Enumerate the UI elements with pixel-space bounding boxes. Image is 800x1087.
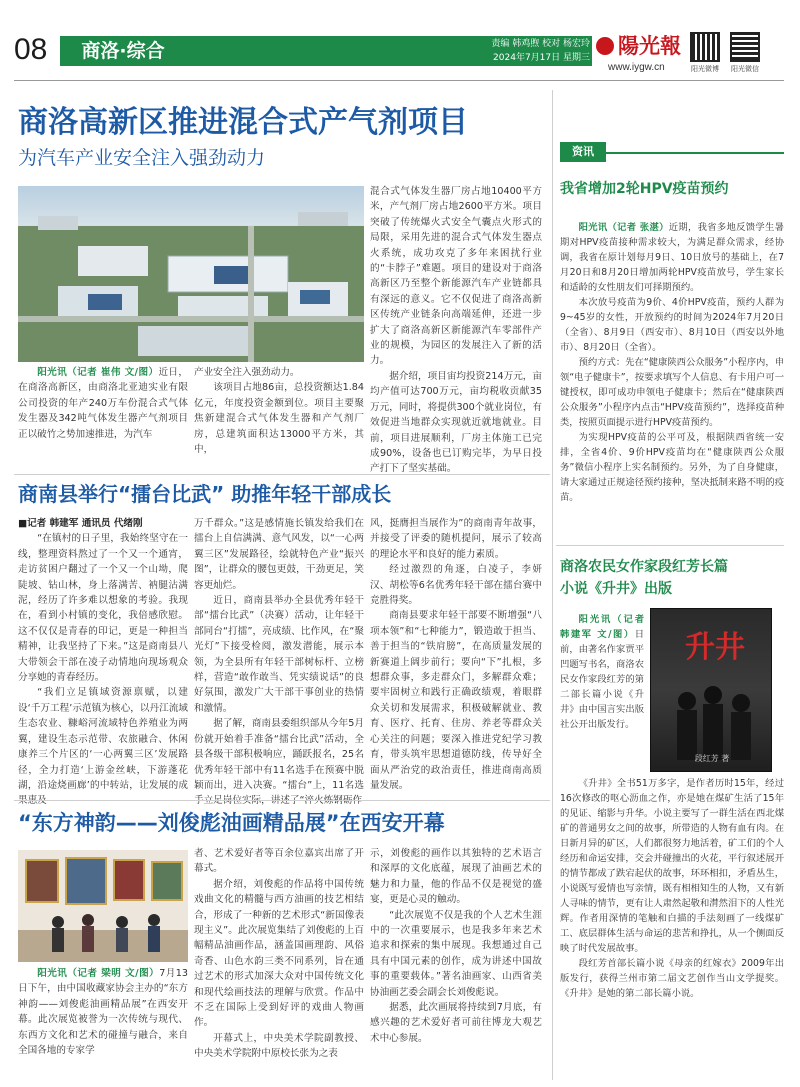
article1-subtitle: 为汽车产业安全注入强劲动力 <box>18 147 266 169</box>
news2-paragraph: 日前，由著名作家贾平凹题写书名，商洛农民女作家段红芳的第二部长篇小说《升井》由中国言实出版社公开出版发行。 <box>560 629 644 730</box>
article3-byline: 阳光讯（记者 梁明 文/图） <box>37 968 160 979</box>
section-title: 商洛·综合 <box>60 36 186 66</box>
article3-paragraph: 据悉，此次画展将持续到7月底，有感兴趣的艺术爱好者可前往博龙大观艺术中心参展。 <box>370 1002 542 1044</box>
article1-paragraph: 该项目占地86亩，总投资额达1.84亿元，年度投资金额到位。项目主要聚焦新建混合式气体发生器和产气剂厂房，总建筑面积达13000平方米，其中， <box>194 382 364 456</box>
article1-paragraph: 据介绍，项目宙均投资214万元，亩均产值可达700万元，亩均税收贡献35万元，同时，将提供300个就业岗位，有效促进当地群众实现就近就地就业。目前，项目进展顺利，厂房主体施工已完成90%，设备也已订购完毕，为早日投产打下了坚实基础。 <box>370 370 542 475</box>
qr-code-weibo <box>690 32 720 62</box>
article2-col2 <box>194 516 364 809</box>
article2-byline: ■记者 韩建军 通讯员 代绪刚 <box>18 518 143 529</box>
issue-date: 2024年7月17日 星期三 <box>493 53 590 63</box>
editor-line: 责编 韩鸡煦 校对 杨宏玲 <box>491 39 590 49</box>
article3-paragraph: 据介绍，刘俊彪的作品将中国传统戏曲文化的精髓与西方油画的技艺相结合，形成了一种新的艺术形式“新国像表现主义”。此次展览集结了刘俊彪的上百幅精品油画作品，涵盖国画理韵、风俗奇香、山色水韵三类不同系列，旨在通过艺术的形式加深大众对中国传统文化和现代绘画技法的理解与欣赏。作品中不乏在国际上受到好评的戏曲人物画作。 <box>194 878 364 1029</box>
sidebar-label: 资讯 <box>560 142 606 162</box>
sidebar-divider <box>552 90 553 1080</box>
book-cover-shengjing <box>650 608 772 772</box>
divider <box>14 474 550 475</box>
article3-paragraph: 示，刘俊彪的画作以其独特的艺术语言和深厚的文化底蕴，展现了油画艺术的魅力和力量，他的作品不仅是视觉的盛宴，更是心灵的触动。 <box>370 848 542 906</box>
article2-paragraph: 经过激烈的角逐，白凌子，李妍汉、胡松等6名优秀年轻干部在擂台赛中竞胜得奖。 <box>370 564 542 607</box>
article1-col1 <box>18 365 188 442</box>
article1-col3 <box>370 184 542 477</box>
article2-title: 商南县举行“擂台比武” 助推年轻干部成长 <box>18 482 392 506</box>
article1-paragraph: 近日，在商洛高新区，由商洛北亚迪实业有限公司投资的年产240万车份混合式气体发生器及342吨气体发生器产气剂项目正以破竹之势加速推进，为汽车 <box>18 367 189 440</box>
book-author: 段红芳 著 <box>694 754 730 763</box>
divider <box>556 545 784 546</box>
news1-paragraph: 近期，我省多地反馈学生暑期对HPV疫苗接种需求较大，为满足群众需求，经协调，我省在原计划每月9日、10日放号的基础上，在7月20日和8月20日增加两轮HPV疫苗放号，学生家长和适龄的女性朋友们可择期预约。 <box>560 222 784 293</box>
article3-paragraph: 7月13日下午，由中国收藏家协会主办的“东方神韵——刘俊彪油画精品展”在西安开幕。此次展览被誉为一次传统与现代、东西方文化和艺术的碰撞与融合，来自全国各地的专家学 <box>18 968 189 1057</box>
article3-col1 <box>18 966 188 1058</box>
paper-logo <box>596 33 688 59</box>
article1-photo-industrial-park <box>18 186 364 362</box>
article1-byline: 阳光讯（记者 崔伟 文/图） <box>37 367 159 378</box>
qr-label-wechat: 阳光微信 <box>731 65 759 73</box>
article3-paragraph: 者、艺术爱好者等百余位嘉宾出席了开幕式。 <box>194 848 364 875</box>
news2-byline: 阳光讯（记者 韩建军 文/图） <box>560 614 644 640</box>
article2-col3 <box>370 516 542 793</box>
article3-col3 <box>370 846 542 1046</box>
news2-paragraph: 《升井》全书51万多字，是作者历时15年，经过16次修改的呕心沥血之作，亦是她在煤矿生活了15年的见证、缩影与升华。小说主要写了一群生活在西北煤矿的普通男女之间的故事，所带造的人物有血有肉。在日新月异的矿区，人们都很努力地活着，矿工们的个人经历和命运安排，交会并碰撞出的火花，平行叙述展开的情节都成了跌宕起伏的故事，环环相扣，矛盾丛生，小说既写爱情也写亲情，既有相相知生的人物，又有新人寻味的情节，更有让人肃然起敬和潸然泪下的人性光辉。作者用深情的笔触和白描的手法刻画了一线煤矿工、底层群体生活与命运的悲苦和挣扎，从一个侧面反映了时代发展故事。 <box>560 778 784 954</box>
qr-label-weibo: 阳光微博 <box>691 65 719 73</box>
article3-col2 <box>194 846 364 1062</box>
article2-paragraph: 万千群众。”这是感情施长镇发给我们在擂台上自信满满、意气风发，以“一心两翼三区”发展路径，绘就特色产业“振兴图”，让群众的腰包更鼓，干劲更足，笑容更灿烂。 <box>194 518 364 591</box>
news2-paragraph: 段红芳首部长篇小说《母亲的红嫁衣》2009年出版发行，获得兰州市第二届文艺创作当山文学提奖。《升井》是她的第二部长篇小说。 <box>560 958 784 999</box>
article2-paragraph: “我们立足镇域资源禀赋，以建设‘千万工程’示范镇为核心，以丹江流域生态农业、糠峪河流域特色养殖业为两翼，建设生态示范带、农旅融合、休闲康养三个片区的‘一心两翼三区’发展路径，全力打造‘上游金丝峡，下游蓬花湖，沿途烧画廊’的中转站，让发展的成 <box>18 687 188 791</box>
news1-paragraph: 预约方式：先在“健康陕西公众服务”小程序内，申领“电子健康卡”，按要求填写个人信息、有卡用户可一键授权，即可成功申领电子健康卡；然后在“健康陕西公众服务”小程序内点击“HPV疫苗预约”，选择疫苗种类，按照页面提示进行HPV疫苗预约。 <box>560 357 784 428</box>
news1-title: 我省增加2轮HPV疫苗预约 <box>560 181 729 197</box>
news2-body <box>560 776 784 1001</box>
news2-title: 商洛农民女作家段红芳长篇小说《升井》出版 <box>560 559 728 597</box>
article1-paragraph: 混合式气体发生器厂房占地10400平方米，产气剂厂房占地2600平方米。项目突破了传统爆火式安全气囊点火形式的局限，采用先进的混合式气体发生器点火系统，成功攻克了多年来困扰行业的“卡脖子”难题。项目的建设对于商洛高新区乃至整个新能源汽车产业链都具有深远的意义。它不仅促进了商洛高新区传统产业链条向高端延伸，还进一步扩大了商洛高新区新能源汽车零部件产业的规模，为园区的发展注入了新的活力。 <box>370 186 542 367</box>
paper-url[interactable]: www.iygw.cn <box>608 62 665 73</box>
qr-code-wechat <box>730 32 760 62</box>
news1-paragraph: 为实现HPV疫苗的公平可及，根据陕西省统一安排，全省4价、9价HPV疫苗均在“健康陕西公众服务”微信小程序上实名制预约。另外，为了自身健康，请大家通过正规途径预约接种，坚决抵制来路不明的疫苗。 <box>560 432 784 503</box>
news1-byline: 阳光讯（记者 张湛） <box>578 222 669 233</box>
article1-col2 <box>194 365 364 457</box>
divider <box>14 800 550 801</box>
article3-title: “东方神韵——刘俊彪油画精品展”在西安开幕 <box>18 811 445 835</box>
sidebar-label-rule <box>606 152 784 154</box>
article3-paragraph: 开幕式上，中央美术学院副教授、中央美术学院附中原校长张为之表 <box>194 1032 364 1060</box>
article2-paragraph: 近日，商南县举办全县优秀年轻干部“擂台比武”（决赛）活动，让年轻干部同台“打擂”，亮成绩、比作风，在“聚光灯”下接受检阅，激发潜能，展示本领，为全县所有年轻干部树标杆、立榜样，营造“敢作敢当、凭实绩说话”的良好氛围，激发广大干部干事创业的热情和激情。 <box>194 595 364 714</box>
news1-paragraph: 本次放号疫苗为9价、4价HPV疫苗，预约人群为9~45岁的女性，开放预约的时间为2024年7月20日（全省）、8月9日（西安市）、8月10日（西安以外地市）、8月20日（全省）。 <box>560 297 784 353</box>
header-rule <box>14 80 784 81</box>
article2-col1 <box>18 516 188 809</box>
article2-paragraph: 商南县要求年轻干部要不断增强“八项本领”和“七种能力”，锻造敢于担当、善于担当的“铁肩膀”，在高质量发展的新赛道上阔步前行；要向“下”扎根，多想群众事，多走群众门，多解群众难；要牢固树立和践行正确政绩观，着眼群众关切和发展需求，积极破解就业、教育、医疗、托育、住房、养老等群众关心关注的问题；要深入推进党纪学习教育，带头筑牢思想道德防线，传导好全面从严治党的政治责任，推进商南高质量发展。 <box>370 610 542 791</box>
article3-paragraph: “此次展览不仅是我的个人艺术生涯中的一次重要展示，也是我多年来艺术追求和探索的集中展现。我想通过自己具有中国元素的创作，成为讲述中国故事的重要载体。”著名油画家、山西省美协油画艺委会副会长刘俊彪说。 <box>370 909 542 998</box>
article1-title: 商洛高新区推进混合式产气剂项目 <box>18 105 468 140</box>
book-title: 升井 <box>685 630 745 665</box>
article2-paragraph: “在镇村的日子里，我始终坚守在一线，整理资料熬过了一个又一个通宵，走访贫困户翻过了一个又一个山坳，爬陡坡、钻山林，身上落满苦、衲腿沾满泥，经历了许多难以想象的考验。我现在，看到小村镇的变化，我倍感欣慰。这不仅仅是青春的印记，更是一种担当精神，让我坚持了下来。”这是商南县八大带领会干部在凌子动情地向现场观众分享她的青春经历。 <box>18 533 188 684</box>
news2-body-narrow <box>560 612 644 732</box>
article2-paragraph: 风，挺膺担当展作为”的商南青年故事，并接受了评委的随机提问，展示了较高的理论水平和良好的能力素质。 <box>370 518 542 560</box>
article2-paragraph: 据了解，商南县委组织部从今年5月份就开始着手准备“擂台比武”活动，全县各级干部积极响应，踊跃报名，25名优秀年轻干部中有11名选手在预赛中脱颖而出，进入决赛。“擂台”上，11名选 <box>194 718 364 791</box>
paper-name: 陽光報 <box>618 33 681 58</box>
page-header <box>0 0 800 80</box>
sun-logo-icon <box>596 37 614 55</box>
article1-paragraph: 产业安全注入强劲动力。 <box>194 367 300 378</box>
article3-photo-exhibition <box>18 850 188 962</box>
news1-body <box>560 220 784 505</box>
page-number: 08 <box>14 33 48 66</box>
